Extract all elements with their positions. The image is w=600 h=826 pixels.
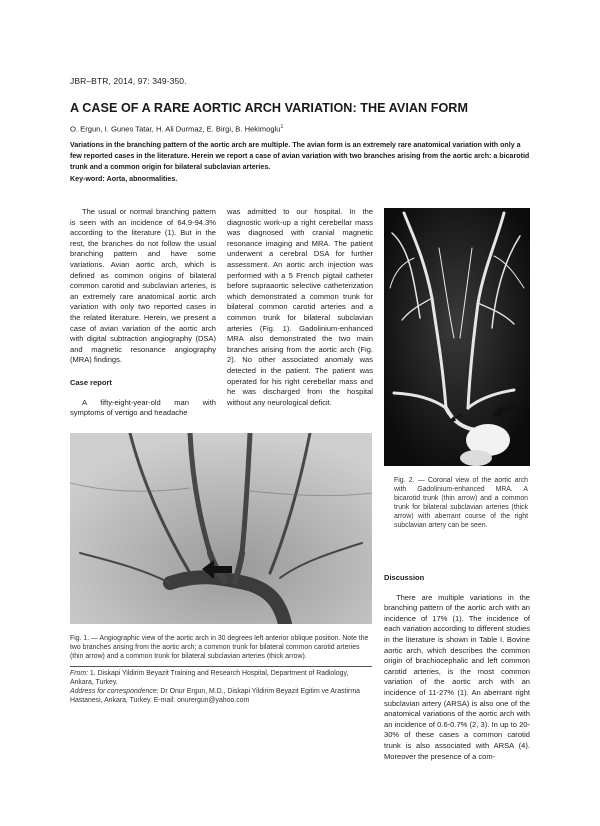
- figure-2-mra-image: [384, 208, 530, 466]
- discussion-heading: Discussion: [384, 573, 425, 582]
- author-list: [70, 124, 283, 134]
- footnote-divider: [70, 666, 372, 667]
- figure-1-angiogram: [70, 433, 372, 624]
- case-paragraph-continued: was admitted to our hospital. In the diagnostic work-up a right cerebellar mass was diagnosed with cranial magnetic resonance imaging and MRA. The patient underwent a cerebral DSA for further assessment. An aortic arch injection was performed with a 5 French pigtail catheter before supraaortic selective catheterization which demonstrated a common trunk for bilateral common carotid arteries and a common trunk for bilateral subclavian arteries (Fig. 1). Gadolinium-enhanced MRA also demonstrated the two main branches arising from the aortic arch (Fig. 2). No other associated anomaly was detected in the patient. The patient was operated for his right cerebellar mass and he was discharged from the hospital without any neurological deficit.: [227, 207, 373, 407]
- article-title: A CASE OF A RARE AORTIC ARCH VARIATION: THE AVIAN FORM: [70, 101, 468, 115]
- correspondence-text: Dr Onur Ergun, M.D., Diskapi Yildirim Beyazit Egitim ve Arastirma Hastanesi, Ankara, Turkey. E-mail: onurergun@yahoo.com: [70, 687, 360, 704]
- keywords-value: Aorta, abnormalities.: [106, 175, 178, 183]
- affiliation-line: [70, 670, 372, 688]
- body-column-1: [70, 207, 216, 419]
- keywords-label: Key-word:: [70, 175, 105, 183]
- intro-paragraph: The usual or normal branching pattern is seen with an incidence of 64.9-94.3% according to the literature (1). But in the rest, the branches do not follow the usual branching pattern and have some variations. Avian aortic arch, which is defined as common origins of bilateral common carotid and subclavian arteries, is an extremely rare anatomical aortic arch variation with only two reported cases in the related literature. Herein, we present a case of avian variation of the aortic arch with digital subtraction angiography (DSA) and magnetic resonance angiography (MRA) findings.: [70, 207, 216, 365]
- from-label: From:: [70, 670, 88, 677]
- mra-illustration: [384, 208, 530, 466]
- figure-1-caption: Fig. 1. — Angiographic view of the aortic arch in 30 degrees left anterior oblique position. Note the two branches arising from the aortic arch; a common trunk for bilateral common carotid arteries (thin arrow) and a common trunk for bilateral subclavian arteries (thick arrow).: [70, 635, 369, 660]
- figure-2-caption: Fig. 2. — Coronal view of the aortic arch with Gadolinium-enhanced MRA. A bicarotid trunk (thin arrow) and a common trunk for bilateral subclavian arteries (thick arrow) with aberrant course of the right subclavian artery can be seen.: [394, 477, 528, 529]
- correspondence-label: Address for correspondence:: [70, 687, 159, 695]
- discussion-paragraph: There are multiple variations in the branching pattern of the aortic arch with an incidence of 17% (1). The incidence of each variation according to different studies in the literature is shown in Table I. Bovine aortic arch, which describes the common origin of brachiocephalic and left common carotid arteries, is the most common variation of the aortic arch with an incidence of 11-27% (1). An aberrant right subclavian artery (ARSA) is also one of the anatomical variations of the aortic arch with an incidence of 0.6-0.7% (2, 3). In up to 20-30% of these cases a common carotid trunk is also associated with ARSA (4). Moreover the presence of a com-: [384, 592, 530, 761]
- correspondence-line: [70, 688, 372, 706]
- case-paragraph-start: A fifty-eight-year-old man with symptoms of vertigo and headache: [70, 397, 216, 418]
- affiliation-marker: 1: [280, 124, 284, 130]
- body-column-3: [384, 573, 530, 762]
- abstract: Variations in the branching pattern of the aortic arch are multiple. The avian form is an extremely rare anatomical variation with only a few reported cases in the literature. Herein we report a case of avian variation with two branches arising from the aortic arch: a bicarotid trunk and a common origin for bilateral subclavian arteries.: [70, 141, 530, 171]
- footnote: [70, 670, 372, 706]
- body-column-2: [227, 207, 373, 408]
- affiliation-text: 1. Diskapi Yildirim Beyazit Training and Research Hospital, Department of Radiology, Ankara, Turkey.: [70, 670, 349, 686]
- case-report-heading: Case report: [70, 377, 112, 387]
- journal-reference: JBR–BTR, 2014, 97: 349-350.: [70, 76, 187, 86]
- authors-text: O. Ergun, I. Gunes Tatar, H. Ali Durmaz, E. Birgi, B. Hekimoglu: [70, 124, 281, 134]
- angiogram-illustration: [70, 433, 372, 624]
- keywords: [70, 175, 177, 183]
